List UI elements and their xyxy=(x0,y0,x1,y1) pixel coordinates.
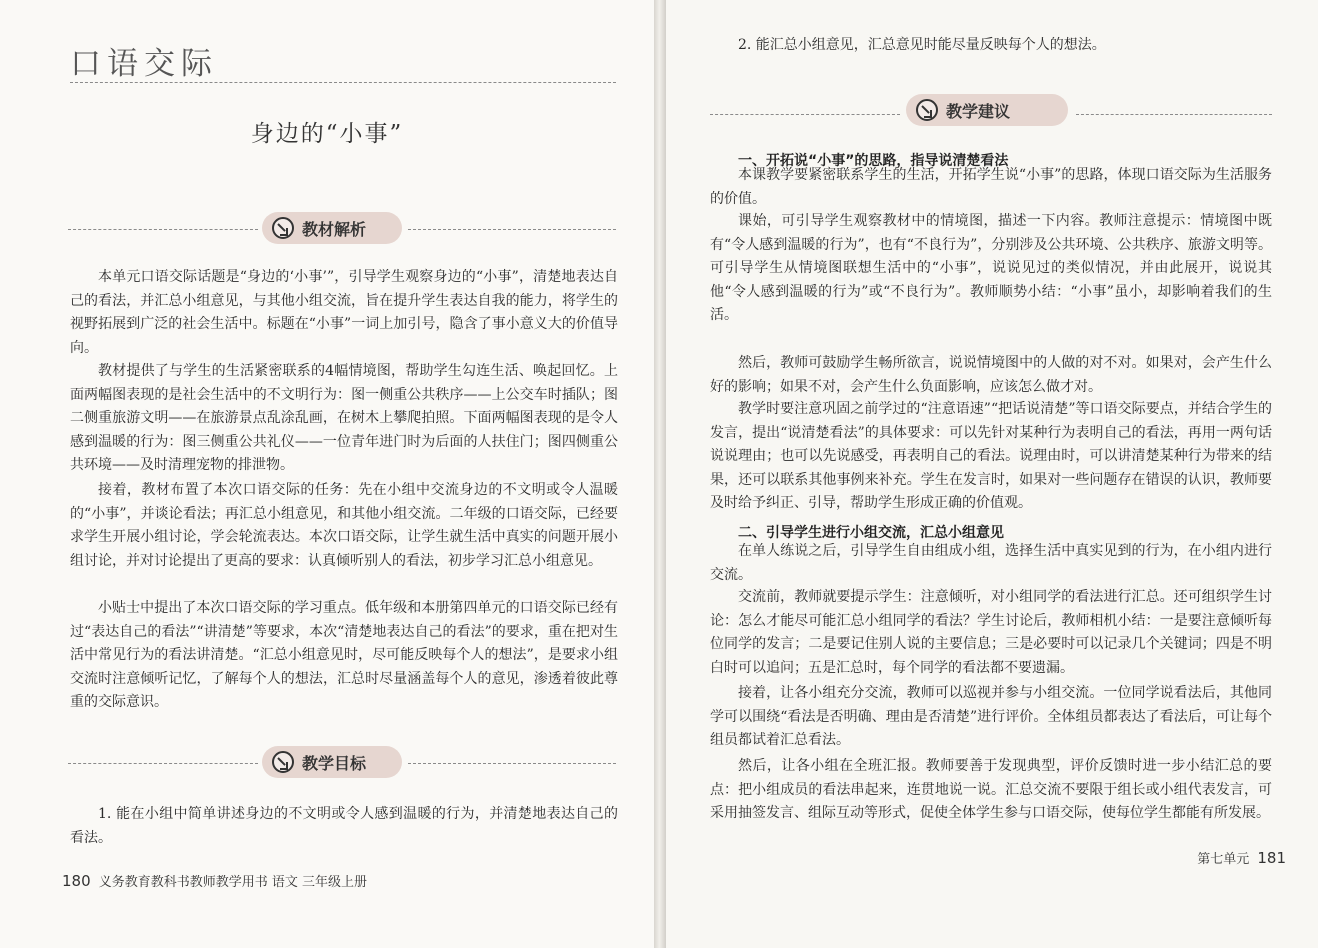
label-analysis xyxy=(262,212,402,244)
analysis-paragraph: 本单元口语交际话题是“身边的‘小事’”，引导学生观察身边的“小事”，清楚地表达自己的看法，并汇总小组意见，与其他小组交流，旨在提升学生表达自我的能力，将学生的视野拓展到广泛的社会生活中。标题在“小事”一词上加引号，隐含了事小意义大的价值导向。 xyxy=(70,269,618,356)
unit-label: 第七单元 xyxy=(1197,852,1250,867)
goal-item: 2. 能汇总小组意见，汇总意见时能尽量反映每个人的想法。 xyxy=(738,37,1106,53)
suggestion-paragraph: 然后，让各小组在全班汇报。教师要善于发现典型，评价反馈时进一步小结汇总的要点：把小组成员的看法串起来，连贯地说一说。汇总交流不要限于组长或小组代表发言，可采用抽签发言、组际互动等形式，促使全体学生参与口语交际，使每位学生都能有所发展。 xyxy=(710,758,1272,822)
label-goals-text: 教学目标 xyxy=(302,753,367,773)
section-heading: 二、引导学生进行小组交流，汇总小组意见 xyxy=(738,525,1004,541)
label-suggestions-text: 教学建议 xyxy=(946,101,1011,121)
right-page xyxy=(666,0,1318,948)
arrow-circle-icon xyxy=(916,99,938,121)
arrow-circle-icon xyxy=(272,751,294,773)
suggestion-paragraph: 接着，让各小组充分交流，教师可以巡视并参与小组交流。一位同学说看法后，其他同学可以围绕“看法是否明确、理由是否清楚”进行评价。全体组员都表达了看法后，可让每个组员都试着汇总看法。 xyxy=(710,685,1272,749)
book-title: 义务教育教科书教师教学用书 语文 三年级上册 xyxy=(98,875,368,890)
suggestion-paragraph: 在单人练说之后，引导学生自由组成小组，选择生活中真实见到的行为，在小组内进行交流。 xyxy=(710,543,1272,583)
label-divider-left xyxy=(68,229,258,230)
suggestion-paragraph: 交流前，教师就要提示学生：注意倾听，对小组同学的看法进行汇总。还可组织学生讨论：怎么才能尽可能汇总小组同学的看法？学生讨论后，教师相机小结：一是要注意倾听每位同学的发言；二是要记住别人说的主要信息；三是必要时可以记录几个关键词；四是不明白时可以追问；五是汇总时，每个同学的看法都不要遗漏。 xyxy=(710,589,1272,676)
suggestion-paragraph: 然后，教师可鼓励学生畅所欲言，说说情境图中的人做的对不对。如果对，会产生什么好的影响；如果不对，会产生什么负面影响，应该怎么做才对。 xyxy=(710,355,1272,395)
arrow-circle-icon xyxy=(272,217,294,239)
label-goals xyxy=(262,746,402,778)
book-gutter xyxy=(654,0,666,948)
section-title: 口语交际 xyxy=(70,46,218,82)
label-analysis-text: 教材解析 xyxy=(302,219,367,239)
suggestion-paragraph: 本课教学要紧密联系学生的生活，开拓学生说“小事”的思路，体现口语交际为生活服务的价值。 xyxy=(710,167,1272,207)
goal-item: 1. 能在小组中简单讲述身边的不文明或令人感到温暖的行为，并清楚地表达自己的看法。 xyxy=(70,806,618,846)
label-divider-left xyxy=(68,763,258,764)
analysis-paragraph: 接着，教材布置了本次口语交际的任务：先在小组中交流身边的不文明或令人温暖的“小事”，并谈论看法；再汇总小组意见，和其他小组交流。二年级的口语交际，已经要求学生开展小组讨论，学会轮流表达。本次口语交际，让学生就生活中真实的问题开展小组讨论，并对讨论提出了更高的要求：认真倾听别人的看法，初步学习汇总小组意见。 xyxy=(70,482,618,569)
page-number: 180 xyxy=(62,872,91,890)
analysis-paragraph: 小贴士中提出了本次口语交际的学习重点。低年级和本册第四单元的口语交际已经有过“表达自己的看法”“讲清楚”等要求，本次“清楚地表达自己的看法”的要求，重在把对生活中常见行为的看法讲清楚。“汇总小组意见时，尽可能反映每个人的想法”，是要求小组交流时注意倾听记忆，了解每个人的想法，汇总时尽量涵盖每个人的意见，渗透着彼此尊重的交际意识。 xyxy=(70,600,618,711)
title-divider xyxy=(70,82,616,83)
label-divider-left xyxy=(710,114,900,115)
label-suggestions xyxy=(906,94,1068,126)
label-divider-right xyxy=(408,229,616,230)
section-heading: 一、开拓说“小事”的思路，指导说清楚看法 xyxy=(738,153,1009,169)
suggestion-paragraph: 教学时要注意巩固之前学过的“注意语速”“把话说清楚”等口语交际要点，并结合学生的发言，提出“说清楚看法”的具体要求：可以先针对某种行为表明自己的看法，再用一两句话说说理由；也可以先说感受，再表明自己的看法。说理由时，可以讲清楚某种行为带来的结果，还可以联系其他事例来补充。学生在发言时，如果对一些问题存在错误的认识，教师要及时给予纠正、引导，帮助学生形成正确的价值观。 xyxy=(710,401,1272,512)
left-page xyxy=(0,0,654,948)
page-footer xyxy=(62,871,367,890)
analysis-paragraph: 教材提供了与学生的生活紧密联系的4幅情境图，帮助学生勾连生活、唤起回忆。上面两幅图表现的是社会生活中的不文明行为：图一侧重公共秩序——上公交车时插队；图二侧重旅游文明——在旅游景点乱涂乱画，在树木上攀爬拍照。下面两幅图表现的是令人感到温暖的行为：图三侧重公共礼仪——一位青年进门时为后面的人扶住门；图四侧重公共环境——及时清理宠物的排泄物。 xyxy=(70,363,618,474)
label-divider-right xyxy=(1076,114,1272,115)
label-divider-right xyxy=(408,763,616,764)
suggestion-paragraph: 课始，可引导学生观察教材中的情境图，描述一下内容。教师注意提示：情境图中既有“令人感到温暖的行为”，也有“不良行为”，分别涉及公共环境、公共秩序、旅游文明等。可引导学生从情境图联想生活中的“小事”，说说见过的类似情况，并由此展开，说说其他“令人感到温暖的行为”或“不良行为”。教师顺势小结：“小事”虽小，却影响着我们的生活。 xyxy=(710,213,1272,324)
page-footer xyxy=(1197,848,1286,867)
page-number: 181 xyxy=(1257,849,1286,867)
lesson-title: 身边的“小事” xyxy=(250,121,404,147)
